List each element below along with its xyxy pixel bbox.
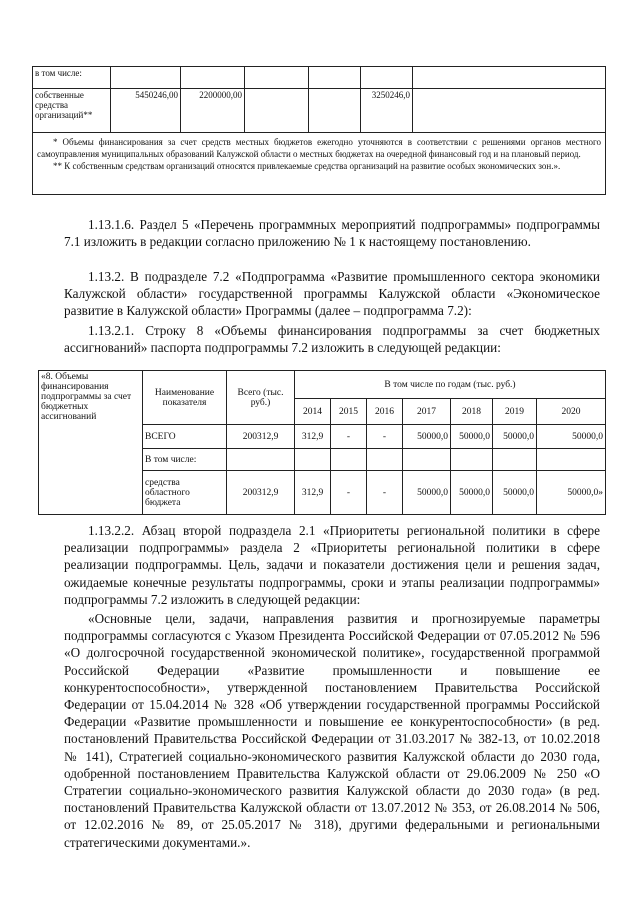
year-2018: 2018 <box>451 399 493 425</box>
funding-table-top <box>32 66 606 195</box>
regional-2020: 50000,0» <box>537 471 606 515</box>
year-2016: 2016 <box>367 399 403 425</box>
header-total: Всего (тыс. руб.) <box>227 371 295 425</box>
total-2015: - <box>331 425 367 449</box>
year-2020: 2020 <box>537 399 606 425</box>
total-2018: 50000,0 <box>451 425 493 449</box>
footnote-2: ** К собственным средствам организаций относятся привлекаемые средства организаций на развитие особых экономических зон.». <box>53 161 561 171</box>
total-2016: - <box>367 425 403 449</box>
own-funds-v4: 3250246,0 <box>361 89 413 133</box>
row-label-incl: в том числе: <box>33 67 111 89</box>
total-sum: 200312,9 <box>227 425 295 449</box>
header-indicator: Наименование показателя <box>143 371 227 425</box>
funding-table-passport <box>38 370 606 515</box>
paragraph-1-13-1-6: 1.13.1.6. Раздел 5 «Перечень программных мероприятий подпрограммы» подпрограммы 7.1 изложить в редакции согласно приложению № 1 к настоящему постановлению. <box>64 217 600 250</box>
paragraph-1-13-2: 1.13.2. В подразделе 7.2 «Подпрограмма «Развитие промышленного сектора экономики Калужской области» государственной программы Калужской области «Экономическое развитие в Калужской области» Программы (далее – подпрограмма 7.2): <box>64 269 600 319</box>
regional-2014: 312,9 <box>295 471 331 515</box>
footnote-1: * Объемы финансирования за счет средств местных бюджетов ежегодно уточняются в соответствии с решениями органов местного самоуправления муниципальных образований Калужской области о местных бюджетах на очередной финансовый год и на плановый период. <box>37 137 601 159</box>
own-funds-v2 <box>245 89 309 133</box>
regional-budget-label: средства областного бюджета <box>143 471 227 515</box>
paragraph-quote: «Основные цели, задачи, направления развития и прогнозируемые параметры подпрограммы согласуются с Указом Президента Российской Федерации от 07.05.2012 № 596 «О долгосрочной государственной экономической политике», государственной программой Российской Федерации «Развитие промышленности и повышение ее конкурентоспособности», утвержденной постановлением Правительства Российской Федерации от 15.04.2014 № 328 «Об утверждении государственной программы Российской Федерации «Развитие промышленности и повышение ее конкурентоспособности» (в ред. постановлений Правительства Российской Федерации от 31.03.2017 № 382-13, от 10.02.2018 № 141), Стратегией социально-экономического развития Калужской области до 2030 года, одобренной постановлением Правительства Калужской области от 29.06.2009 № 250 «О Стратегии социально-экономического развития Калужской области до 2030 года» (в ред. постановлений Правительства Калужской области от 13.07.2012 № 353, от 26.08.2014 № 506, от 12.02.2016 № 89, от 25.05.2017 № 318), другими федеральными и региональными стратегическими документами.». <box>64 611 600 850</box>
regional-2016: - <box>367 471 403 515</box>
regional-2017: 50000,0 <box>403 471 451 515</box>
year-2019: 2019 <box>493 399 537 425</box>
year-2015: 2015 <box>331 399 367 425</box>
row-label-own-funds: собственные средства организаций** <box>33 89 111 133</box>
year-2017: 2017 <box>403 399 451 425</box>
regional-sum: 200312,9 <box>227 471 295 515</box>
year-2014: 2014 <box>295 399 331 425</box>
incl-label: В том числе: <box>143 449 227 471</box>
total-2017: 50000,0 <box>403 425 451 449</box>
regional-2015: - <box>331 471 367 515</box>
passport-row-label: «8. Объемы финансирования подпрограммы за счет бюджетных ассигнований <box>39 371 143 515</box>
own-funds-total: 5450246,00 <box>111 89 181 133</box>
own-funds-v1: 2200000,00 <box>181 89 245 133</box>
paragraph-1-13-2-1: 1.13.2.1. Строку 8 «Объемы финансирования подпрограммы за счет бюджетных ассигнований» паспорта подпрограммы 7.2 изложить в следующей редакции: <box>64 323 600 356</box>
total-2019: 50000,0 <box>493 425 537 449</box>
own-funds-v3 <box>309 89 361 133</box>
regional-2018: 50000,0 <box>451 471 493 515</box>
header-years: В том числе по годам (тыс. руб.) <box>295 371 606 399</box>
regional-2019: 50000,0 <box>493 471 537 515</box>
total-label: ВСЕГО <box>143 425 227 449</box>
paragraph-1-13-2-2: 1.13.2.2. Абзац второй подраздела 2.1 «Приоритеты региональной политики в сфере реализации подпрограммы» раздела 2 «Приоритеты региональной политики в сфере реализации подпрограммы. Цель, задачи и показатели достижения цели и решения задач, ожидаемые конечные результаты подпрограммы, сроки и этапы реализации подпрограммы» подпрограммы 7.2 изложить в следующей редакции: <box>64 523 600 607</box>
own-funds-v5 <box>413 89 606 133</box>
total-2020: 50000,0 <box>537 425 606 449</box>
total-2014: 312,9 <box>295 425 331 449</box>
